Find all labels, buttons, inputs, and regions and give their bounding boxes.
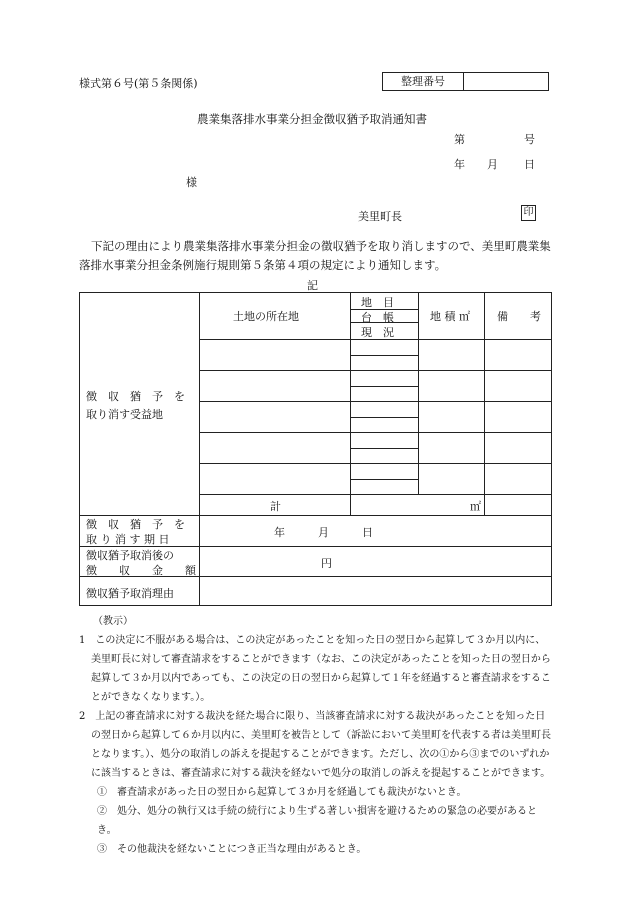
instructions-section — [79, 612, 554, 859]
instructions-heading: （教示） — [93, 616, 133, 627]
management-number-label: 整理番号 — [383, 73, 464, 90]
ki-heading: 記 — [307, 279, 318, 292]
document-title: 農業集落排水事業分担金徴収猶予取消通知書 — [197, 112, 427, 126]
instruction-sub-3: ③ その他裁決を経ないことにつき正当な理由があるとき。 — [97, 844, 367, 855]
land-label-line1: 徴 収 猶 予 を — [86, 390, 185, 403]
date-month-label: 月 — [487, 158, 498, 171]
location-header: 土地の所在地 — [233, 310, 299, 323]
daichou-header: 台 帳 — [361, 311, 394, 324]
cancel-date-label-line1: 徴 収 猶 予 を — [86, 518, 185, 531]
instruction-sub-1: ① 審査請求があった日の翌日から起算して３か月を経過しても裁決がないとき。 — [97, 787, 467, 798]
chimoku-header: 地 目 — [361, 296, 394, 309]
instruction-item-1: 1 この決定に不服がある場合は、この決定があったことを知った日の翌日から起算して３か月以内に、美里町長に対して審査請求をすることができます（なお、この決定があったことを知った日の翌日から起算して３か月以内であっても、この決定の日の翌日から起算して１年を経過すると審査請求をすることができなくなります。）。 — [79, 635, 551, 703]
cancel-date-label-line2: 取 り 消 す 期 日 — [86, 533, 170, 546]
amount-label-line2: 徴 収 金 額 — [86, 564, 196, 577]
amount-label-line1: 徴収猶予取消後の — [86, 549, 174, 562]
number-suffix: 号 — [524, 133, 535, 146]
body-paragraph: 下記の理由により農業集落排水事業分担金の徴収猶予を取り消しますので、美里町農業集落排水事業分担金条例施行規則第５条第４項の規定により通知します。 — [79, 239, 551, 272]
instruction-sub-2: ② 処分、処分の執行又は手続の続行により生ずる著しい損害を避けるための緊急の必要があるとき。 — [97, 806, 537, 836]
seal-mark: 印 — [521, 205, 536, 221]
total-unit: ㎡ — [470, 500, 481, 513]
genkyou-header: 現 況 — [361, 326, 394, 339]
form-number: 様式第６号(第５条関係) — [79, 77, 198, 90]
total-label: 計 — [270, 500, 281, 513]
date-year-label: 年 — [454, 158, 465, 171]
reason-label: 徴収猶予取消理由 — [86, 587, 174, 600]
instruction-item-2: 2 上記の審査請求に対する裁決を経た場合に限り、当該審査請求に対する裁決があったことを知った日の翌日から起算して６か月以内に、美里町を被告として（訴訟において美里町を代表する者は美里町長となります。）、処分の取消しの訴えを提起することができます。ただし、次の①から③までのいずれかに該当するときは、審査請求に対する裁決を経ないで処分の取消しの訴えを提起することができます。 — [79, 711, 551, 779]
number-prefix: 第 — [454, 133, 465, 146]
cancel-date-value: 年 月 日 — [274, 526, 373, 539]
addressee-suffix: 様 — [186, 176, 197, 189]
area-header: 地 積 ㎡ — [430, 310, 470, 323]
date-day-label: 日 — [524, 158, 535, 171]
remarks-header: 備 考 — [497, 310, 541, 323]
land-label-line2: 取り消す受益地 — [86, 408, 163, 421]
amount-unit: 円 — [321, 557, 332, 570]
issuer-name: 美里町長 — [358, 210, 402, 223]
